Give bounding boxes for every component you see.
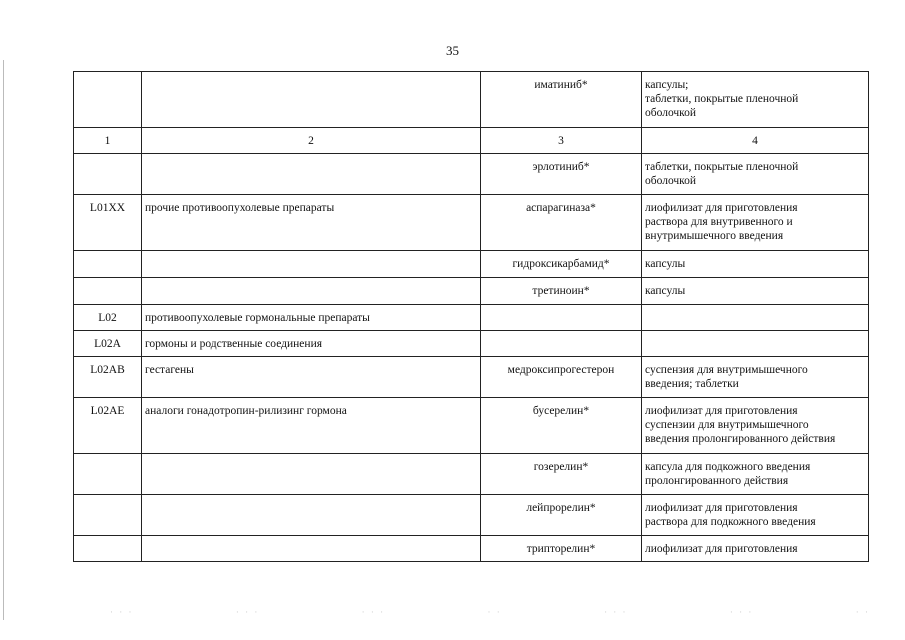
table-row	[74, 454, 869, 495]
dosage-form-line: пролонгированного действия	[645, 475, 789, 487]
table-row	[74, 195, 869, 251]
atc-code-cell: L02AE	[74, 398, 142, 454]
dosage-form-cell	[642, 536, 869, 562]
column-number: 4	[642, 128, 869, 154]
dosage-form-line: внутримышечного введения	[645, 230, 784, 242]
column-number: 3	[481, 128, 642, 154]
page-number: 35	[446, 43, 459, 58]
scan-speck: · ·	[487, 607, 502, 617]
atc-code-cell: L01XX	[74, 195, 142, 251]
dosage-form-line: суспензия для внутримышечного	[645, 364, 808, 376]
dosage-form-cell	[642, 454, 869, 495]
drug-name-cell: эрлотиниб*	[481, 154, 642, 195]
table-row	[74, 495, 869, 536]
scan-speck: · · ·	[361, 607, 386, 617]
table-row	[74, 536, 869, 562]
group-name-cell	[142, 251, 481, 278]
drug-name-cell: лейпрорелин*	[481, 495, 642, 536]
atc-code-cell	[74, 454, 142, 495]
group-name-cell: аналоги гонадотропин-рилизинг гормона	[142, 398, 481, 454]
group-name-cell	[142, 454, 481, 495]
drug-name-cell: гидроксикарбамид*	[481, 251, 642, 278]
drug-name-cell: третиноин*	[481, 278, 642, 305]
group-name-cell	[142, 536, 481, 562]
page-left-edge	[3, 60, 4, 620]
atc-code-cell	[74, 251, 142, 278]
drug-name-cell: бусерелин*	[481, 398, 642, 454]
dosage-form-line: раствора для подкожного введения	[645, 516, 816, 528]
table-row	[74, 278, 869, 305]
atc-code-cell: L02A	[74, 331, 142, 357]
scan-speck: · · ·	[604, 607, 628, 617]
dosage-form-line: таблетки, покрытые пленочной	[645, 161, 799, 173]
drug-name-cell	[481, 331, 642, 357]
table-row	[74, 154, 869, 195]
drug-name-cell: гозерелин*	[481, 454, 642, 495]
dosage-form-line: лиофилизат для приготовления	[645, 202, 798, 214]
dosage-form-cell	[642, 278, 869, 305]
group-name-cell	[142, 495, 481, 536]
dosage-form-cell	[642, 154, 869, 195]
dosage-form-cell	[642, 398, 869, 454]
scan-speck: · ·	[855, 607, 870, 617]
atc-code-cell: L02AB	[74, 357, 142, 398]
dosage-form-line: капсула для подкожного введения	[645, 461, 811, 473]
scan-speck: · · ·	[110, 607, 134, 617]
scan-speck: · · ·	[235, 607, 260, 617]
dosage-form-cell	[642, 357, 869, 398]
drug-name-cell	[481, 305, 642, 331]
group-name-cell	[142, 154, 481, 195]
drug-name-cell: трипторелин*	[481, 536, 642, 562]
column-number: 2	[142, 128, 481, 154]
group-name-cell: гормоны и родственные соединения	[142, 331, 481, 357]
dosage-form-line: капсулы	[645, 285, 686, 297]
atc-code-cell	[74, 72, 142, 128]
atc-code-cell: L02	[74, 305, 142, 331]
dosage-form-line: таблетки, покрытые пленочной	[645, 93, 799, 105]
atc-code-cell	[74, 278, 142, 305]
scan-noise	[110, 607, 870, 617]
table-row	[74, 398, 869, 454]
dosage-form-line: введения; таблетки	[645, 378, 739, 390]
atc-code-cell	[74, 495, 142, 536]
dosage-form-line: оболочкой	[645, 175, 697, 187]
group-name-cell: прочие противоопухолевые препараты	[142, 195, 481, 251]
dosage-form-line: лиофилизат для приготовления	[645, 543, 798, 555]
atc-code-cell	[74, 154, 142, 195]
dosage-form-cell	[642, 305, 869, 331]
dosage-form-line: суспензии для внутримышечного	[645, 419, 809, 431]
dosage-form-line: оболочкой	[645, 107, 697, 119]
dosage-form-line: введения пролонгированного действия	[645, 433, 836, 445]
drug-name-cell: иматиниб*	[481, 72, 642, 128]
atc-code-cell	[74, 536, 142, 562]
table-row	[74, 331, 869, 357]
group-name-cell	[142, 72, 481, 128]
table-row	[74, 72, 869, 128]
column-number-row	[74, 128, 869, 154]
dosage-form-line: раствора для внутривенного и	[645, 216, 793, 228]
group-name-cell: гестагены	[142, 357, 481, 398]
scan-speck: · · ·	[729, 607, 754, 617]
dosage-form-cell	[642, 331, 869, 357]
table-row	[74, 357, 869, 398]
dosage-form-cell	[642, 72, 869, 128]
drug-table	[73, 71, 869, 562]
column-number: 1	[74, 128, 142, 154]
dosage-form-cell	[642, 495, 869, 536]
dosage-form-line: капсулы;	[645, 79, 689, 91]
dosage-form-line: капсулы	[645, 258, 686, 270]
group-name-cell	[142, 278, 481, 305]
drug-name-cell: медроксипрогестерон	[481, 357, 642, 398]
table-row	[74, 305, 869, 331]
table-row	[74, 251, 869, 278]
dosage-form-line: лиофилизат для приготовления	[645, 502, 798, 514]
drug-name-cell: аспарагиназа*	[481, 195, 642, 251]
dosage-form-line: лиофилизат для приготовления	[645, 405, 798, 417]
dosage-form-cell	[642, 195, 869, 251]
dosage-form-cell	[642, 251, 869, 278]
group-name-cell: противоопухолевые гормональные препараты	[142, 305, 481, 331]
